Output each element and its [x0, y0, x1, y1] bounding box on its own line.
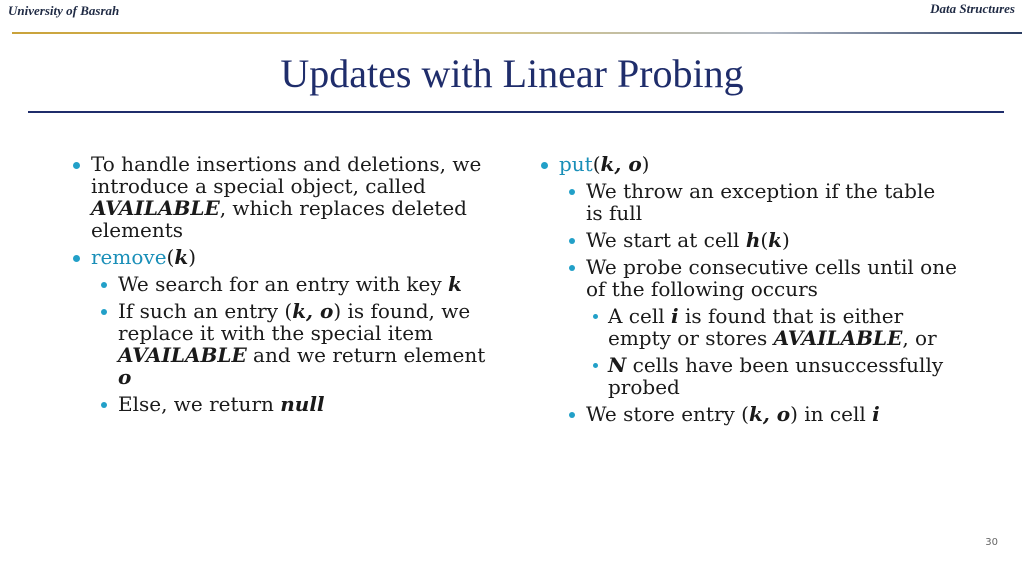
sub-sub-bullet-dot-icon [593, 363, 598, 368]
sub-bullet-table-full [538, 180, 958, 224]
found-text-1: If such an entry ( [118, 299, 293, 323]
cell-available-term: AVAILABLE [773, 326, 903, 350]
bullet-dot-icon [73, 162, 80, 169]
search-key-k: k [448, 272, 462, 296]
sub-sub-bullet-n-cells [538, 354, 958, 398]
left-column [70, 153, 490, 420]
sub-bullet-dot-icon [569, 238, 575, 244]
else-text: Else, we return [118, 392, 281, 416]
put-paren-close: ) [641, 152, 650, 176]
hash-param-k: k [768, 228, 783, 252]
hash-paren-open: ( [760, 228, 769, 252]
sub-bullet-store [538, 403, 958, 425]
sub-bullet-else [70, 393, 490, 415]
sub-sub-bullet-dot-icon [593, 314, 598, 319]
sub-bullet-dot-icon [101, 282, 107, 288]
bullet-dot-icon [541, 162, 548, 169]
put-method-name: put [559, 152, 593, 176]
put-params-ko: k, o [600, 152, 642, 176]
found-entry-ko: k, o [292, 299, 334, 323]
slide-title: Updates with Linear Probing [280, 51, 744, 96]
sub-bullet-dot-icon [101, 309, 107, 315]
sub-sub-bullet-cell-found [538, 305, 958, 349]
found-text-3: and we return element [246, 343, 486, 367]
null-term: null [280, 392, 325, 416]
probe-text: We probe consecutive cells until one of the following occurs [586, 255, 957, 301]
search-text: We search for an entry with key [118, 272, 449, 296]
found-element-o: o [118, 365, 132, 389]
bullet-remove [70, 246, 490, 268]
table-full-text: We throw an exception if the table is full [586, 179, 936, 225]
store-cell-i: i [872, 402, 880, 426]
store-entry-ko: k, o [749, 402, 791, 426]
page-number: 30 [985, 537, 998, 548]
hash-function-h: h [745, 228, 761, 252]
found-available-term: AVAILABLE [118, 343, 247, 367]
title-underline [28, 111, 1004, 113]
cell-found-text-2: is found that is either empty or stores [608, 304, 904, 350]
intro-text-1: To handle insertions and deletions, we introduce a special object, called [91, 152, 482, 198]
sub-bullet-found [70, 300, 490, 388]
sub-bullet-start-cell [538, 229, 958, 251]
store-text-1: We store entry ( [586, 402, 749, 426]
remove-param-k: k [174, 245, 189, 269]
sub-bullet-dot-icon [569, 412, 575, 418]
store-text-2: ) in cell [790, 402, 873, 426]
n-cells-text: cells have been unsuccessfully probed [608, 353, 944, 399]
sub-bullet-probe [538, 256, 958, 300]
cell-index-i: i [671, 304, 679, 328]
remove-paren-close: ) [188, 245, 197, 269]
header-institution: University of Basrah [8, 3, 120, 18]
sub-bullet-dot-icon [569, 265, 575, 271]
cell-found-text-1: A cell [608, 304, 671, 328]
start-cell-text: We start at cell [586, 228, 746, 252]
header-divider [12, 32, 1022, 34]
found-text-2: ) is found, we replace it with the special item [118, 299, 471, 345]
right-column [538, 153, 958, 430]
remove-paren-open: ( [166, 245, 175, 269]
hash-paren-close: ) [782, 228, 790, 252]
available-term: AVAILABLE [91, 196, 220, 220]
cell-found-text-3: , or [902, 326, 937, 350]
bullet-dot-icon [73, 255, 80, 262]
bullet-special-object [70, 153, 490, 241]
put-paren-open: ( [592, 152, 601, 176]
sub-bullet-dot-icon [569, 189, 575, 195]
intro-text-2: , which replaces deleted elements [91, 196, 467, 242]
n-cells-N: N [608, 353, 627, 377]
bullet-put [538, 153, 958, 175]
header-course: Data Structures [930, 1, 1015, 16]
sub-bullet-dot-icon [101, 402, 107, 408]
sub-bullet-search [70, 273, 490, 295]
remove-method-name: remove [91, 245, 167, 269]
